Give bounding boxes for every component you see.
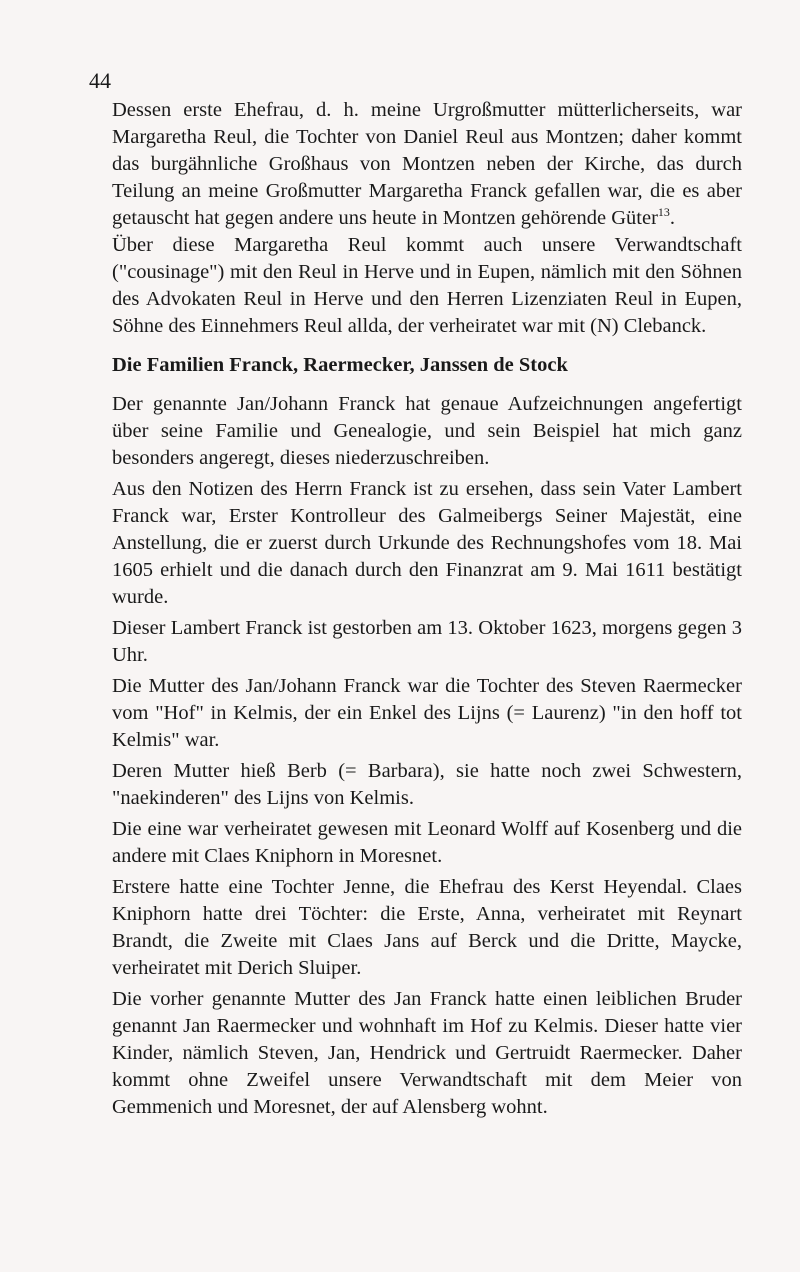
- paragraph: Die eine war verheiratet gewesen mit Leonard Wolff auf Kosenberg und die andere mit Claes Kniphorn in Moresnet.: [112, 818, 742, 867]
- paragraph: Erstere hatte eine Tochter Jenne, die Ehefrau des Kerst Heyendal. Claes Kniphorn hatte drei Töchter: die Erste, Anna, verheiratet mit Reynart Brandt, die Zweite mit Claes Jans auf Berck und die Dritte, Maycke, verheiratet mit Derich Sluiper.: [112, 876, 742, 979]
- paragraph: Der genannte Jan/Johann Franck hat genaue Aufzeichnungen angefertigt über seine Familie und Genealogie, und sein Beispiel hat mich ganz besonders angeregt, dieses niederzuschreiben.: [112, 393, 742, 469]
- paragraph: Über diese Margaretha Reul kommt auch unsere Verwandtschaft ("cousinage") mit den Reul in Herve und in Eupen, nämlich mit den Söhnen des Advokaten Reul in Herve und den Herren Lizenziaten Reul in Eupen, Söhne des Einnehmers Reul allda, der verheiratet war mit (N) Clebanck.: [112, 234, 742, 337]
- paragraph: Aus den Notizen des Herrn Franck ist zu ersehen, dass sein Vater Lambert Franck war, Erster Kontrolleur des Galmeibergs Seiner Majestät, eine Anstellung, die er zuerst durch Urkunde des Rechnungshofes vom 18. Mai 1605 erhielt und die danach durch den Finanzrat am 9. Mai 1611 bestätigt wurde.: [112, 478, 742, 608]
- page-number: 44: [89, 68, 111, 93]
- footnote-marker: 13: [657, 205, 670, 220]
- paragraph: Dieser Lambert Franck ist gestorben am 13. Oktober 1623, morgens gegen 3 Uhr.: [112, 617, 742, 666]
- paragraph: Die vorher genannte Mutter des Jan Franck hatte einen leiblichen Bruder genannt Jan Raermecker und wohnhaft im Hof zu Kelmis. Dieser hatte vier Kinder, nämlich Steven, Jan, Hendrick und Gertruidt Raermecker. Daher kommt ohne Zweifel unsere Verwandtschaft mit dem Meier von Gemmenich und Moresnet, der auf Alensberg wohnt.: [112, 988, 742, 1118]
- paragraph: Die Mutter des Jan/Johann Franck war die Tochter des Steven Raermecker vom "Hof" in Kelmis, der ein Enkel des Lijns (= Laurenz) "in den hoff tot Kelmis" war.: [112, 675, 742, 751]
- paragraph: Deren Mutter hieß Berb (= Barbara), sie hatte noch zwei Schwestern, "naekinderen" des Lijns von Kelmis.: [112, 760, 742, 809]
- paragraph: Dessen erste Ehefrau, d. h. meine Urgroßmutter mütterlicherseits, war Margaretha Reul, die Tochter von Daniel Reul aus Montzen; daher kommt das burgähnliche Großhaus von Montzen neben der Kirche, das durch Teilung an meine Großmutter Margaretha Franck gefallen war, die es aber getauscht hat gegen andere uns heute in Montzen gehörende Güter$^{13}$.: [112, 99, 742, 229]
- page-body: [112, 97, 742, 1121]
- section-heading: Die Familien Franck, Raermecker, Janssen de Stock: [112, 354, 568, 376]
